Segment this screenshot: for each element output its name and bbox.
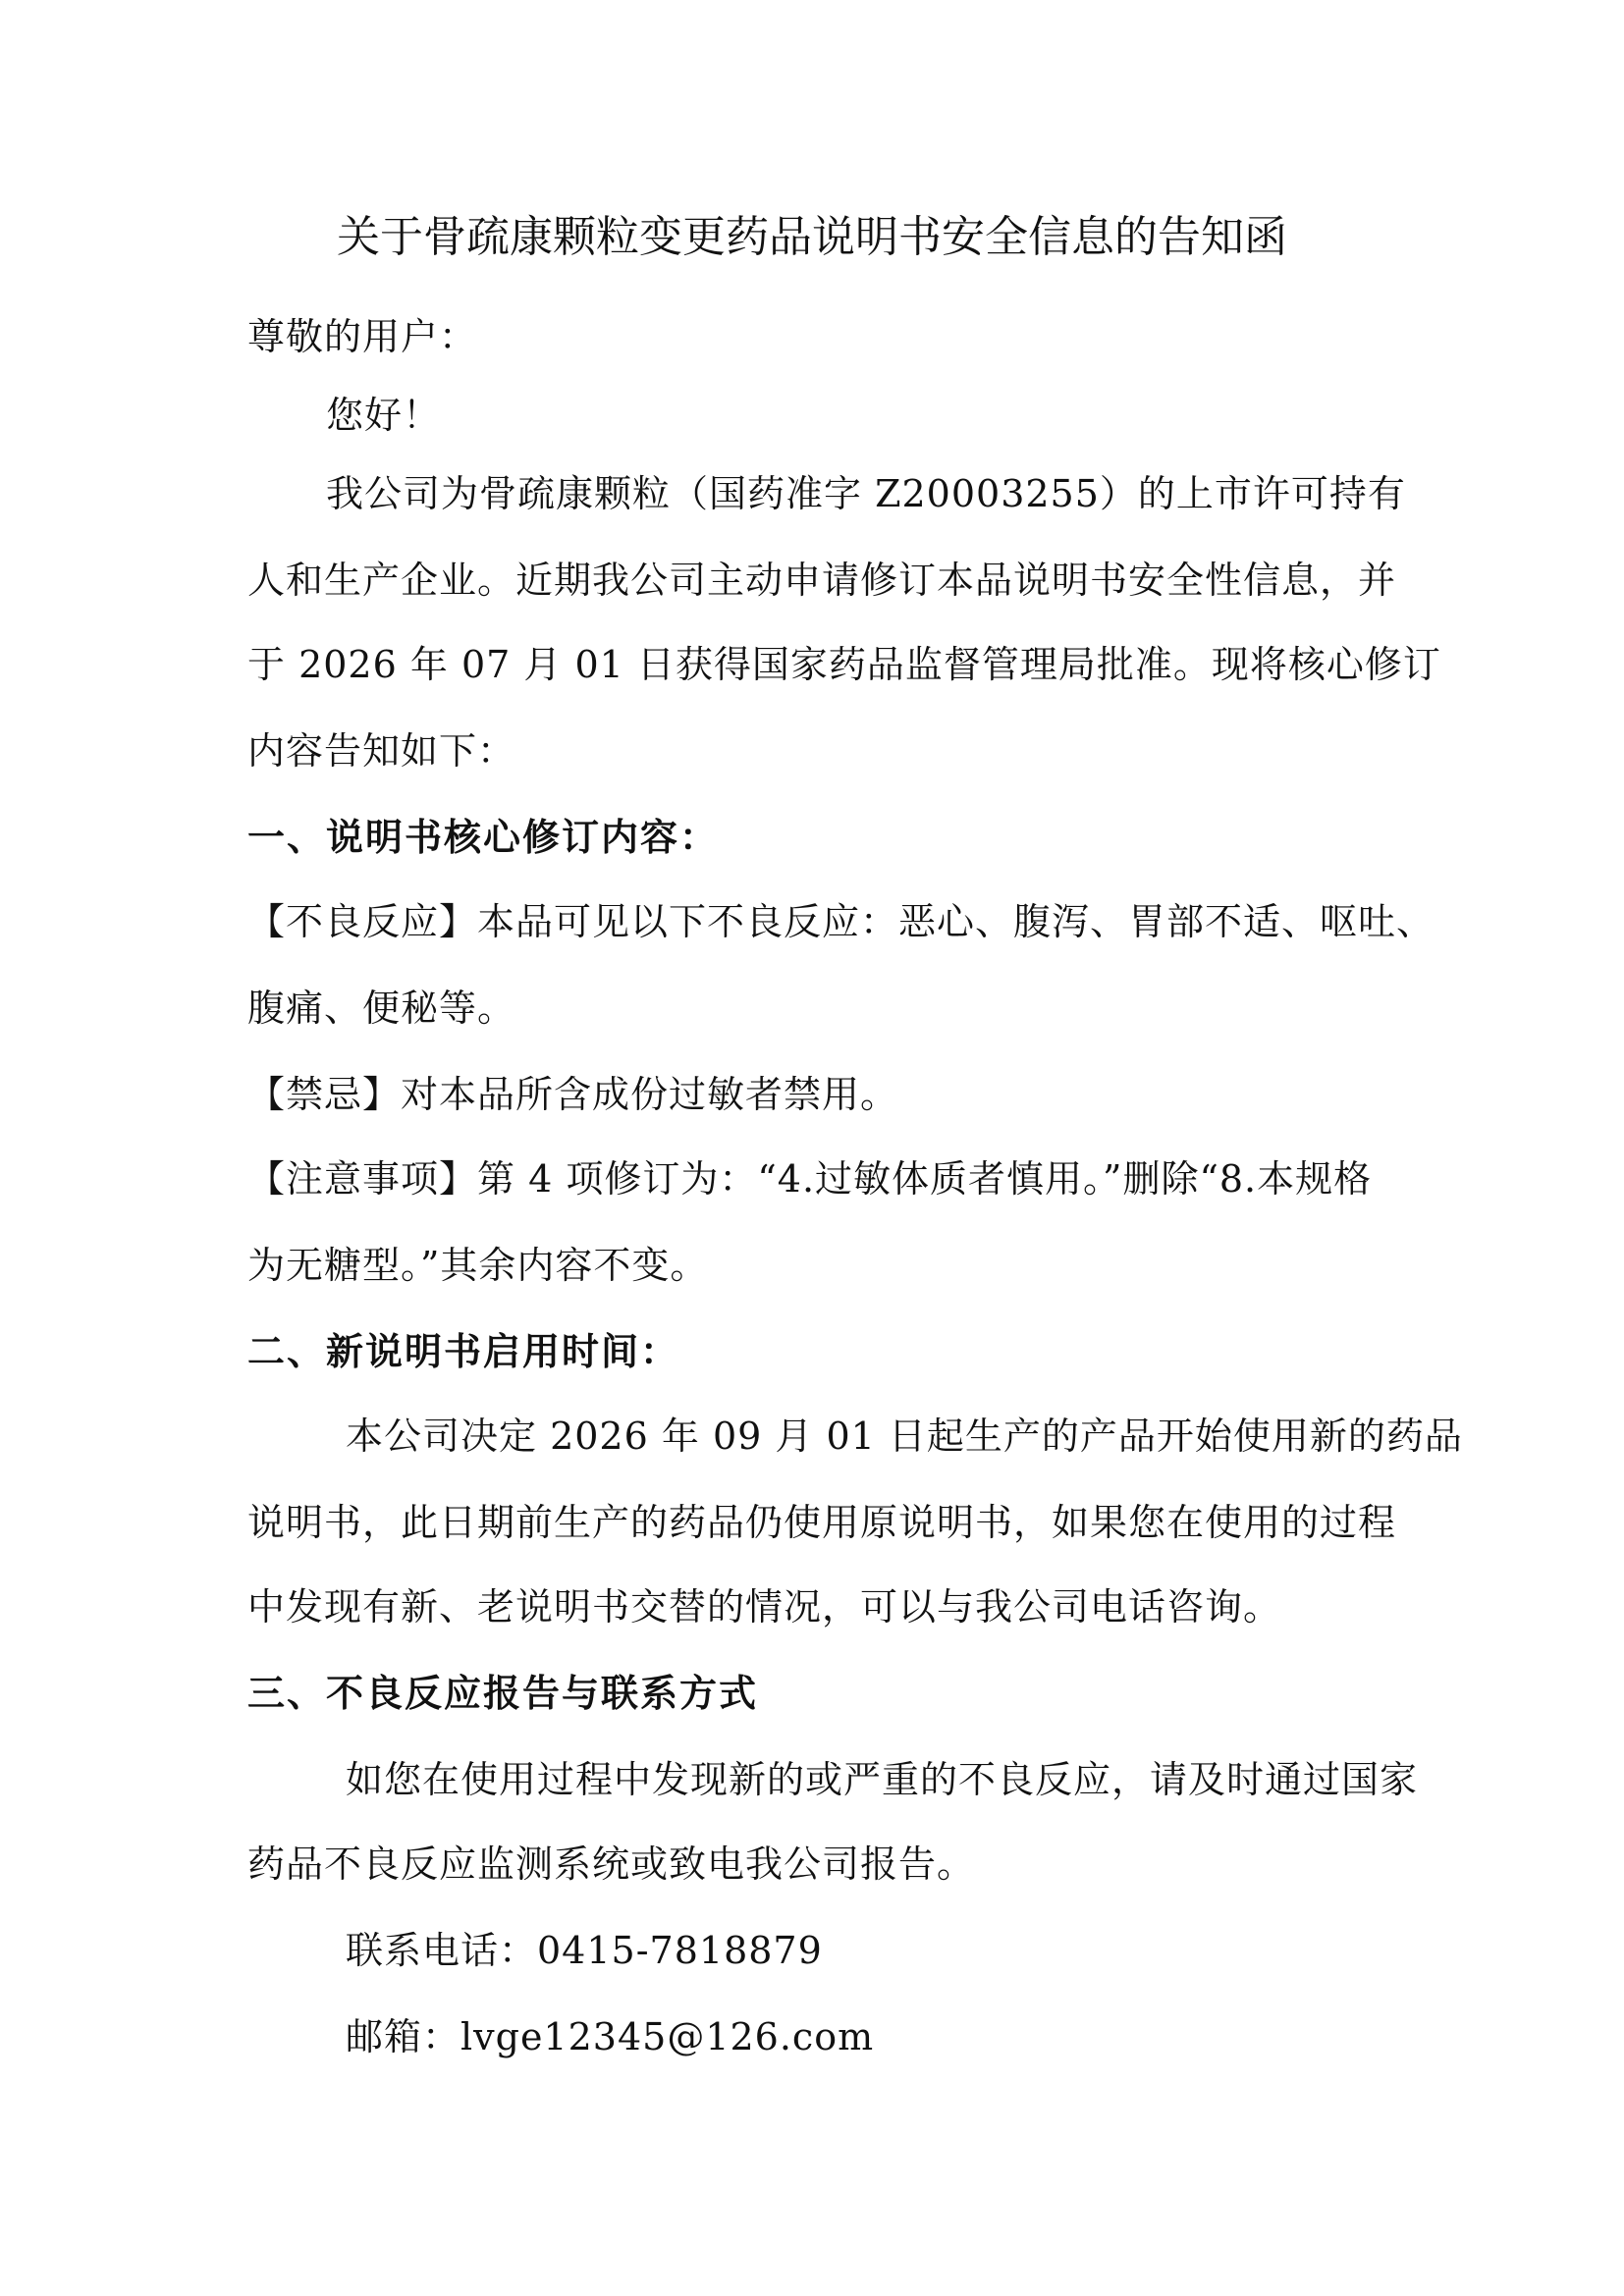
contraindication: 【禁忌】对本品所含成份过敏者禁用。 [247, 1073, 899, 1116]
section-3-line-1: 如您在使用过程中发现新的或严重的不良反应，请及时通过国家 [346, 1758, 1419, 1801]
section-3-line-2: 药品不良反应监测系统或致电我公司报告。 [247, 1842, 976, 1886]
greeting: 您好！ [326, 394, 442, 437]
adverse-reaction-line-2: 腹痛、便秘等。 [247, 987, 516, 1030]
section-3-heading: 三、不良反应报告与联系方式 [247, 1672, 759, 1715]
document-title: 关于骨疏康颗粒变更药品说明书安全信息的告知函 [337, 212, 1287, 262]
section-1-heading: 一、说明书核心修订内容： [247, 816, 720, 859]
section-2-heading: 二、新说明书启用时间： [247, 1330, 680, 1373]
adverse-reaction-line-1: 【不良反应】本品可见以下不良反应：恶心、腹泻、胃部不适、呕吐、 [247, 900, 1435, 943]
contact-phone: 联系电话：0415-7818879 [346, 1929, 823, 1972]
section-2-line-2: 说明书，此日期前生产的药品仍使用原说明书，如果您在使用的过程 [247, 1501, 1397, 1544]
salutation: 尊敬的用户： [247, 315, 478, 358]
intro-line-3: 于 2026 年 07 月 01 日获得国家药品监督管理局批准。现将核心修订 [247, 643, 1441, 686]
intro-line-2: 人和生产企业。近期我公司主动申请修订本品说明书安全性信息，并 [247, 559, 1397, 602]
precaution-line-2: 为无糖型。”其余内容不变。 [247, 1244, 709, 1287]
contact-email: 邮箱：lvge12345@126.com [346, 2015, 875, 2058]
intro-line-4: 内容告知如下： [247, 729, 516, 773]
section-2-line-3: 中发现有新、老说明书交替的情况，可以与我公司电话咨询。 [247, 1585, 1282, 1629]
section-2-line-1: 本公司决定 2026 年 09 月 01 日起生产的产品开始使用新的药品 [346, 1415, 1463, 1458]
precaution-line-1: 【注意事项】第 4 项修订为：“4.过敏体质者慎用。”删除“8.本规格 [247, 1157, 1373, 1201]
intro-line-1: 我公司为骨疏康颗粒（国药准字 Z20003255）的上市许可持有 [326, 472, 1406, 515]
